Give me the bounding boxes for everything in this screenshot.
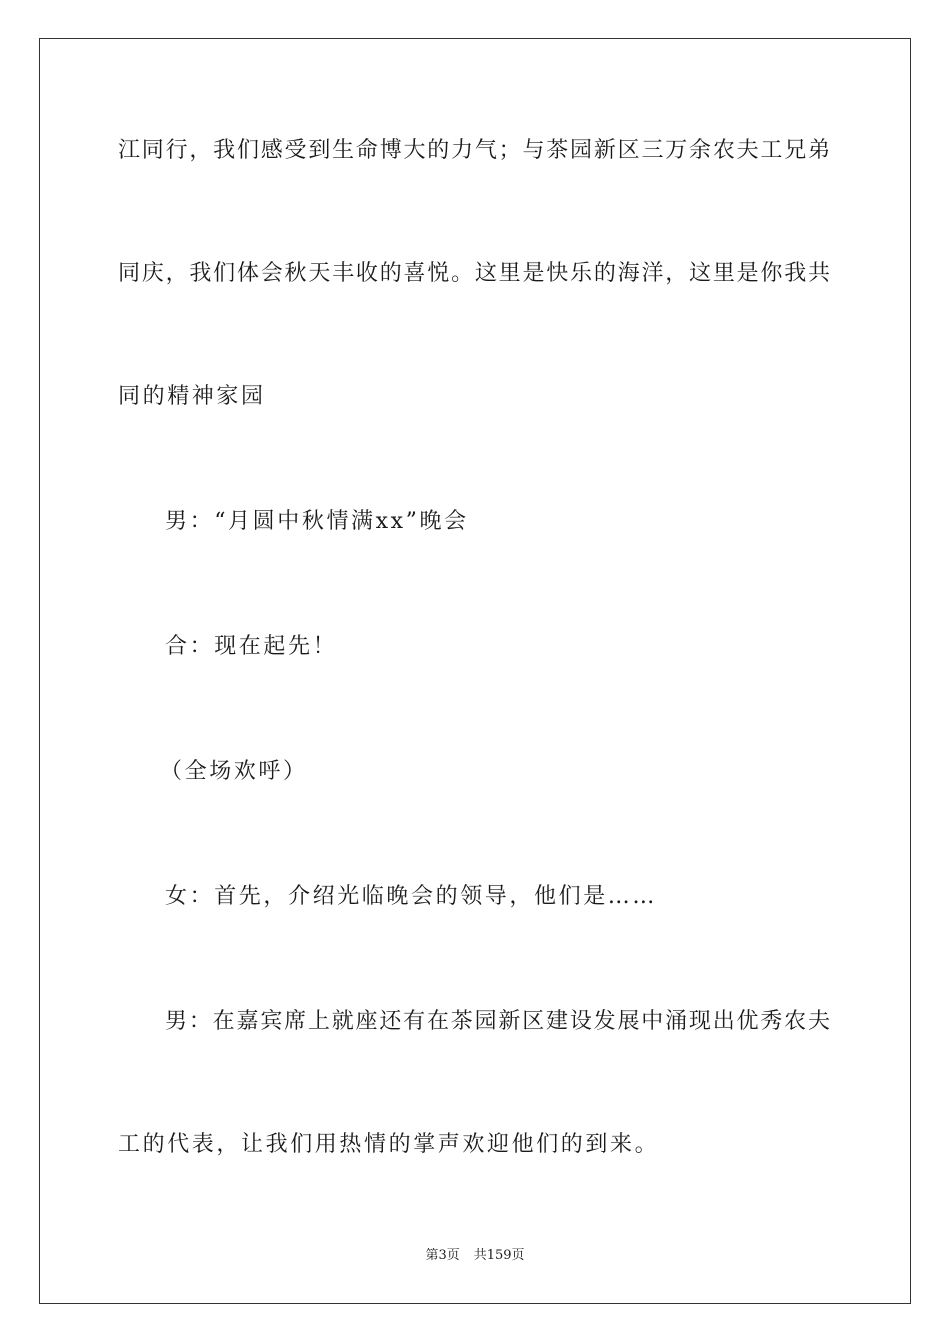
dialogue-male-title: 男：“月圆中秋情满xx”晚会: [165, 509, 469, 534]
dialogue-female: 女：首先，介绍光临晚会的领导，他们是……: [165, 884, 658, 909]
page-border: [39, 38, 911, 1304]
body-line-last: 工的代表，让我们用热情的掌声欢迎他们的到来。: [118, 1132, 660, 1157]
body-line-1: 江同行，我们感受到生命博大的力气；与茶园新区三万余农夫工兄弟: [118, 138, 830, 163]
page-footer: [0, 1247, 950, 1265]
dialogue-male-guests: 男：在嘉宾席上就座还有在茶园新区建设发展中涌现出优秀农夫: [165, 1009, 830, 1034]
body-line-3: 同的精神家园: [118, 384, 266, 409]
dialogue-together: 合：现在起先！: [165, 634, 338, 659]
page-total: 共159页: [473, 1248, 525, 1263]
page-number: 第3页: [425, 1248, 460, 1263]
body-line-2: 同庆，我们体会秋天丰收的喜悦。这里是快乐的海洋，这里是你我共: [118, 261, 830, 286]
stage-direction: （全场欢呼）: [160, 759, 308, 784]
